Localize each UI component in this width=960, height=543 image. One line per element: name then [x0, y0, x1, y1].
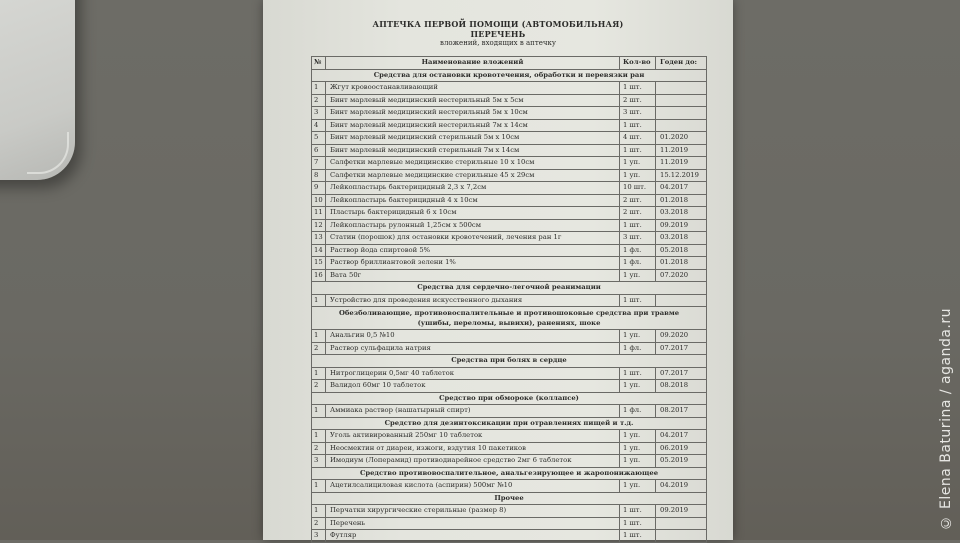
contents-table [311, 56, 707, 543]
item-expiry-date: 05.2019 [660, 456, 689, 464]
item-quantity: 1 шт. [620, 295, 656, 307]
item-expiry-date: 03.2018 [660, 233, 689, 241]
item-name: Раствор бриллиантовой зелени 1% [326, 257, 620, 269]
item-expiry-date: 11.2019 [660, 158, 689, 166]
item-expiry-date [656, 120, 706, 132]
item-number: 13 [312, 232, 326, 244]
item-expiry-date: 04.2017 [660, 431, 689, 439]
table-row [311, 518, 707, 531]
item-name: Вата 50г [326, 270, 620, 282]
item-quantity: 1 фл. [620, 245, 656, 257]
table-header [311, 56, 707, 70]
item-number: 16 [312, 270, 326, 282]
header-qty: Кол-во [620, 57, 656, 69]
item-expiry-date: 07.2017 [660, 343, 689, 352]
item-number: 1 [312, 505, 326, 517]
item-quantity: 2 шт. [620, 95, 656, 107]
item-number: 1 [312, 405, 326, 417]
item-expiry-date: 01.2020 [660, 133, 689, 141]
item-name: Лейкопластырь рулонный 1,25см х 500см [326, 220, 620, 232]
section-title: Обезболивающие, противовоспалительные и противошоковые средства при травме (ушибы, переломы, вывихи), ранениях, шоке [311, 307, 707, 330]
section-title: Средство для дезинтоксикации при отравлениях пищей и т.д. [311, 418, 707, 431]
item-name: Нитроглицерин 0,5мг 40 таблеток [326, 368, 620, 380]
section-title: Средства для сердечно-легочной реанимации [311, 282, 707, 295]
item-quantity: 1 фл. [620, 257, 656, 269]
item-quantity: 1 уп. [620, 430, 656, 442]
item-expiry-date [656, 95, 706, 107]
item-expiry-date: 06.2019 [660, 443, 689, 452]
item-number: 3 [312, 530, 326, 542]
item-quantity: 1 шт. [620, 530, 656, 542]
item-expiry-date: 03.2018 [660, 208, 689, 216]
section-title: Средство противовоспалительное, анальгезирующее и жаропонижающее [311, 468, 707, 481]
item-name: Анальгин 0,5 №10 [326, 330, 620, 342]
item-number: 2 [312, 380, 326, 392]
item-quantity: 1 уп. [620, 443, 656, 455]
item-quantity: 1 шт. [620, 120, 656, 132]
item-quantity: 1 уп. [620, 455, 656, 467]
item-name: Бинт марлевый медицинский нестерильный 5м х 10см [326, 107, 620, 119]
document-sheet [263, 0, 733, 540]
item-expiry-date [656, 518, 706, 530]
item-quantity: 1 фл. [620, 343, 656, 355]
item-number: 2 [312, 518, 326, 530]
item-expiry-date [656, 107, 706, 119]
table-row [311, 170, 707, 183]
item-number: 5 [312, 132, 326, 144]
item-number: 1 [312, 430, 326, 442]
laptop-corner [0, 0, 75, 180]
item-name: Валидол 60мг 10 таблеток [326, 380, 620, 392]
item-quantity: 1 шт. [620, 505, 656, 517]
item-expiry-date: 07.2017 [660, 368, 689, 377]
item-quantity: 1 уп. [620, 170, 656, 182]
item-number: 2 [312, 95, 326, 107]
item-expiry-date: 09.2020 [660, 331, 689, 339]
item-name: Раствор йода спиртовой 5% [326, 245, 620, 257]
item-quantity: 1 шт. [620, 368, 656, 380]
table-row [311, 530, 707, 543]
table-row [311, 145, 707, 158]
table-row [311, 120, 707, 133]
item-expiry-date: 09.2019 [660, 220, 689, 229]
item-expiry-date: 04.2017 [660, 183, 689, 191]
item-number: 12 [312, 220, 326, 232]
header-name: Наименование вложений [326, 57, 620, 69]
item-name: Уголь активированный 250мг 10 таблеток [326, 430, 620, 442]
item-quantity: 1 уп. [620, 480, 656, 492]
table-row [311, 232, 707, 245]
table-row [311, 82, 707, 95]
item-name: Лейкопластырь бактерицидный 4 х 10см [326, 195, 620, 207]
item-name: Перчатки хирургические стерильные (размер 8) [326, 505, 620, 517]
item-quantity: 2 шт. [620, 195, 656, 207]
item-number: 3 [312, 107, 326, 119]
document-title: АПТЕЧКА ПЕРВОЙ ПОМОЩИ (АВТОМОБИЛЬНАЯ) [372, 19, 624, 29]
table-row [311, 480, 707, 493]
item-number: 8 [312, 170, 326, 182]
item-name: Аммиака раствор (нашатырный спирт) [326, 405, 620, 417]
item-expiry-date: 01.2018 [660, 258, 689, 266]
document-subtitle: ПЕРЕЧЕНЬ [470, 29, 526, 39]
item-quantity: 1 уп. [620, 270, 656, 282]
item-number: 7 [312, 157, 326, 169]
item-expiry-date: 11.2019 [660, 145, 689, 154]
table-row [311, 430, 707, 443]
item-name: Бинт марлевый медицинский стерильный 5м х 10см [326, 132, 620, 144]
table-row [311, 132, 707, 145]
item-name: Неосмектин от диареи, изжоги, вздутия 10 пакетиков [326, 443, 620, 455]
item-number: 2 [312, 343, 326, 355]
section-title: Прочее [311, 493, 707, 506]
table-row [311, 207, 707, 220]
item-quantity: 2 шт. [620, 207, 656, 219]
header-num: № [312, 57, 326, 69]
table-row [311, 195, 707, 208]
item-quantity: 1 шт. [620, 220, 656, 232]
item-name: Лейкопластырь бактерицидный 2,3 х 7,2см [326, 182, 620, 194]
table-row [311, 405, 707, 418]
item-quantity: 4 шт. [620, 132, 656, 144]
item-name: Бинт марлевый медицинский нестерильный 7м х 14см [326, 120, 620, 132]
item-name: Устройство для проведения искусственного дыхания [326, 295, 620, 307]
table-row [311, 368, 707, 381]
item-expiry-date: 09.2019 [660, 506, 689, 514]
item-number: 1 [312, 82, 326, 94]
item-name: Бинт марлевый медицинский стерильный 7м х 14см [326, 145, 620, 157]
item-number: 2 [312, 443, 326, 455]
table-row [311, 107, 707, 120]
item-expiry-date [656, 82, 706, 94]
table-row [311, 270, 707, 283]
item-name: Пластырь бактерицидный 6 х 10см [326, 207, 620, 219]
header-date: Годен до: [660, 58, 697, 66]
section-title: Средство при обмороке (коллапсе) [311, 393, 707, 406]
item-expiry-date: 08.2018 [660, 381, 689, 389]
table-row [311, 157, 707, 170]
table-row [311, 245, 707, 258]
item-name: Жгут кровоостанавливающий [326, 82, 620, 94]
item-quantity: 10 шт. [620, 182, 656, 194]
item-number: 4 [312, 120, 326, 132]
table-row [311, 257, 707, 270]
item-name: Раствор сульфацила натрия [326, 343, 620, 355]
table-row [311, 455, 707, 468]
item-name: Салфетки марлевые медицинские стерильные 10 х 10см [326, 157, 620, 169]
item-name: Статин (порошок) для остановки кровотечений, лечения ран 1г [326, 232, 620, 244]
section-title: Средства при болях в сердце [311, 355, 707, 368]
item-number: 14 [312, 245, 326, 257]
table-row [311, 95, 707, 108]
item-quantity: 1 уп. [620, 330, 656, 342]
item-quantity: 3 шт. [620, 107, 656, 119]
item-expiry-date: 08.2017 [660, 406, 689, 414]
document-caption: вложений, входящих в аптечку [440, 39, 556, 47]
item-number: 1 [312, 368, 326, 380]
item-number: 3 [312, 455, 326, 467]
table-row [311, 330, 707, 343]
table-row [311, 182, 707, 195]
section-title: Средства для остановки кровотечения, обработки и перевязки ран [311, 70, 707, 83]
table-row [311, 343, 707, 356]
item-name: Футляр [326, 530, 620, 542]
item-quantity: 1 уп. [620, 157, 656, 169]
item-quantity: 1 шт. [620, 145, 656, 157]
item-expiry-date: 04.2019 [660, 481, 689, 489]
item-name: Салфетки марлевые медицинские стерильные 45 х 29см [326, 170, 620, 182]
item-name: Бинт марлевый медицинский нестерильный 5м х 5см [326, 95, 620, 107]
item-name: Перечень [326, 518, 620, 530]
table-row [311, 295, 707, 308]
item-expiry-date [656, 295, 706, 307]
item-quantity: 3 шт. [620, 232, 656, 244]
item-number: 1 [312, 295, 326, 307]
item-number: 9 [312, 182, 326, 194]
table-row [311, 443, 707, 456]
item-expiry-date: 07.2020 [660, 270, 689, 279]
item-expiry-date: 01.2018 [660, 195, 689, 204]
item-number: 6 [312, 145, 326, 157]
photo-watermark: © Elena Baturina / aganda.ru [938, 307, 954, 530]
item-number: 15 [312, 257, 326, 269]
item-number: 10 [312, 195, 326, 207]
item-expiry-date: 05.2018 [660, 245, 689, 254]
item-quantity: 1 фл. [620, 405, 656, 417]
item-quantity: 1 шт. [620, 82, 656, 94]
item-number: 11 [312, 207, 326, 219]
item-name: Имодиум (Лоперамид) противодиарейное средство 2мг 6 таблеток [326, 455, 620, 467]
table-row [311, 220, 707, 233]
item-number: 1 [312, 330, 326, 342]
table-row [311, 380, 707, 393]
item-quantity: 1 уп. [620, 380, 656, 392]
item-number: 1 [312, 480, 326, 492]
item-name: Ацетилсалициловая кислота (аспирин) 500мг №10 [326, 480, 620, 492]
item-expiry-date: 15.12.2019 [660, 170, 699, 179]
table-row [311, 505, 707, 518]
item-quantity: 1 шт. [620, 518, 656, 530]
